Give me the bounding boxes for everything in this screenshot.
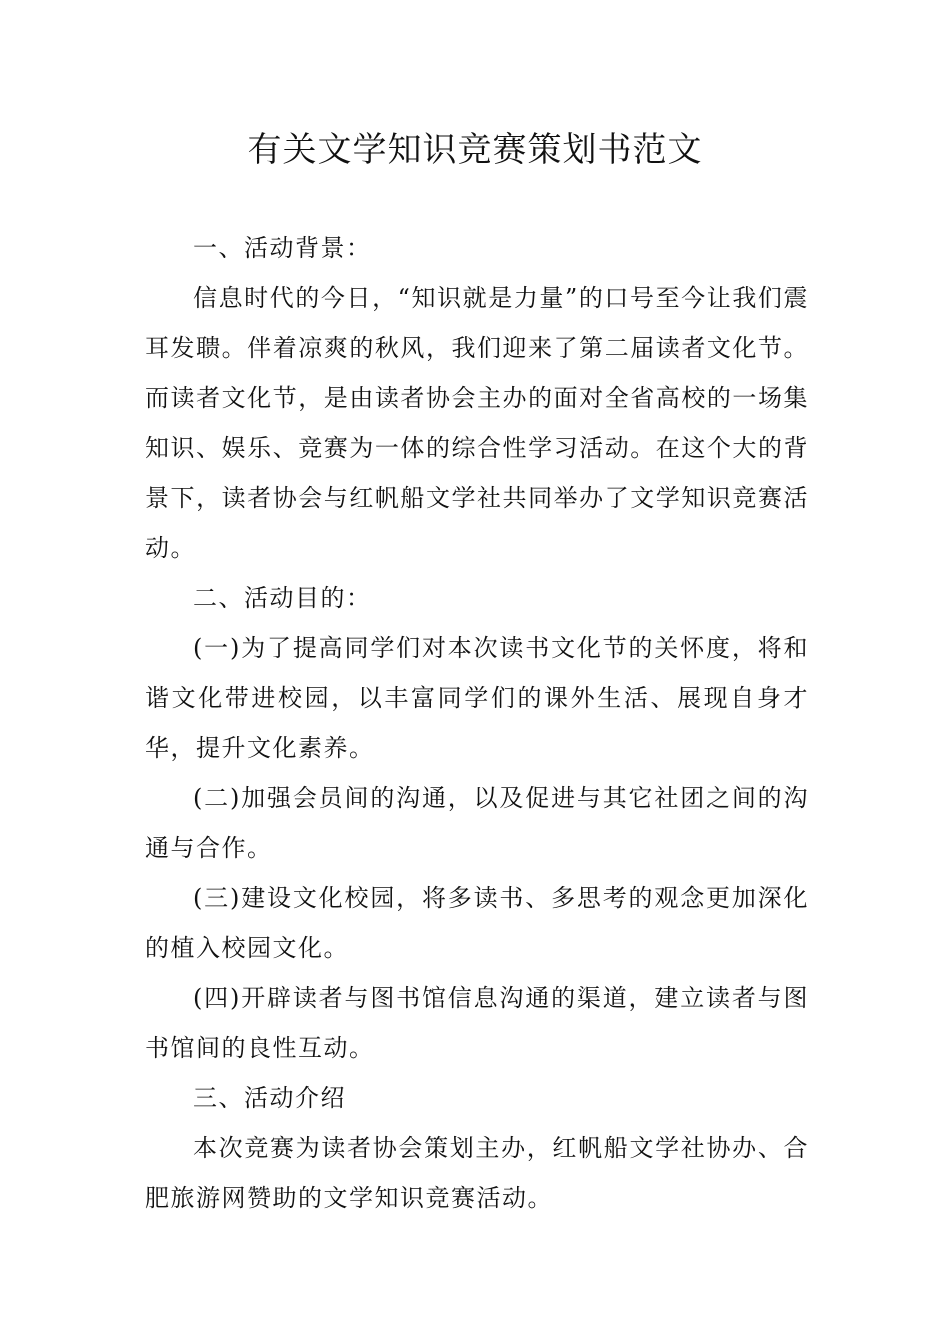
paragraph-background: 信息时代的今日，“知识就是力量”的口号至今让我们震耳发聩。伴着凉爽的秋风，我们迎来了第二届读者文化节。而读者文化节，是由读者协会主办的面对全省高校的一场集知识、娱乐、竞赛为一体的综合性学习活动。在这个大的背景下，读者协会与红帆船文学社共同举办了文学知识竞赛活动。 <box>145 284 809 562</box>
document-body <box>145 223 809 1223</box>
section-heading-background: 一、活动背景： <box>193 234 372 262</box>
paragraph-purpose-2: (二)加强会员间的沟通，以及促进与其它社团之间的沟通与合作。 <box>145 784 809 862</box>
section-heading-purpose: 二、活动目的： <box>193 584 372 612</box>
paragraph-purpose-1: (一)为了提高同学们对本次读书文化节的关怀度，将和谐文化带进校园，以丰富同学们的课外生活、展现自身才华，提升文化素养。 <box>145 634 809 762</box>
document-title: 有关文学知识竞赛策划书范文 <box>247 130 703 170</box>
section-heading-introduction: 三、活动介绍 <box>193 1084 346 1112</box>
paragraph-introduction: 本次竞赛为读者协会策划主办，红帆船文学社协办、合肥旅游网赞助的文学知识竞赛活动。 <box>145 1134 809 1212</box>
paragraph-purpose-4: (四)开辟读者与图书馆信息沟通的渠道，建立读者与图书馆间的良性互动。 <box>145 984 809 1062</box>
paragraph-purpose-3: (三)建设文化校园，将多读书、多思考的观念更加深化的植入校园文化。 <box>145 884 809 962</box>
